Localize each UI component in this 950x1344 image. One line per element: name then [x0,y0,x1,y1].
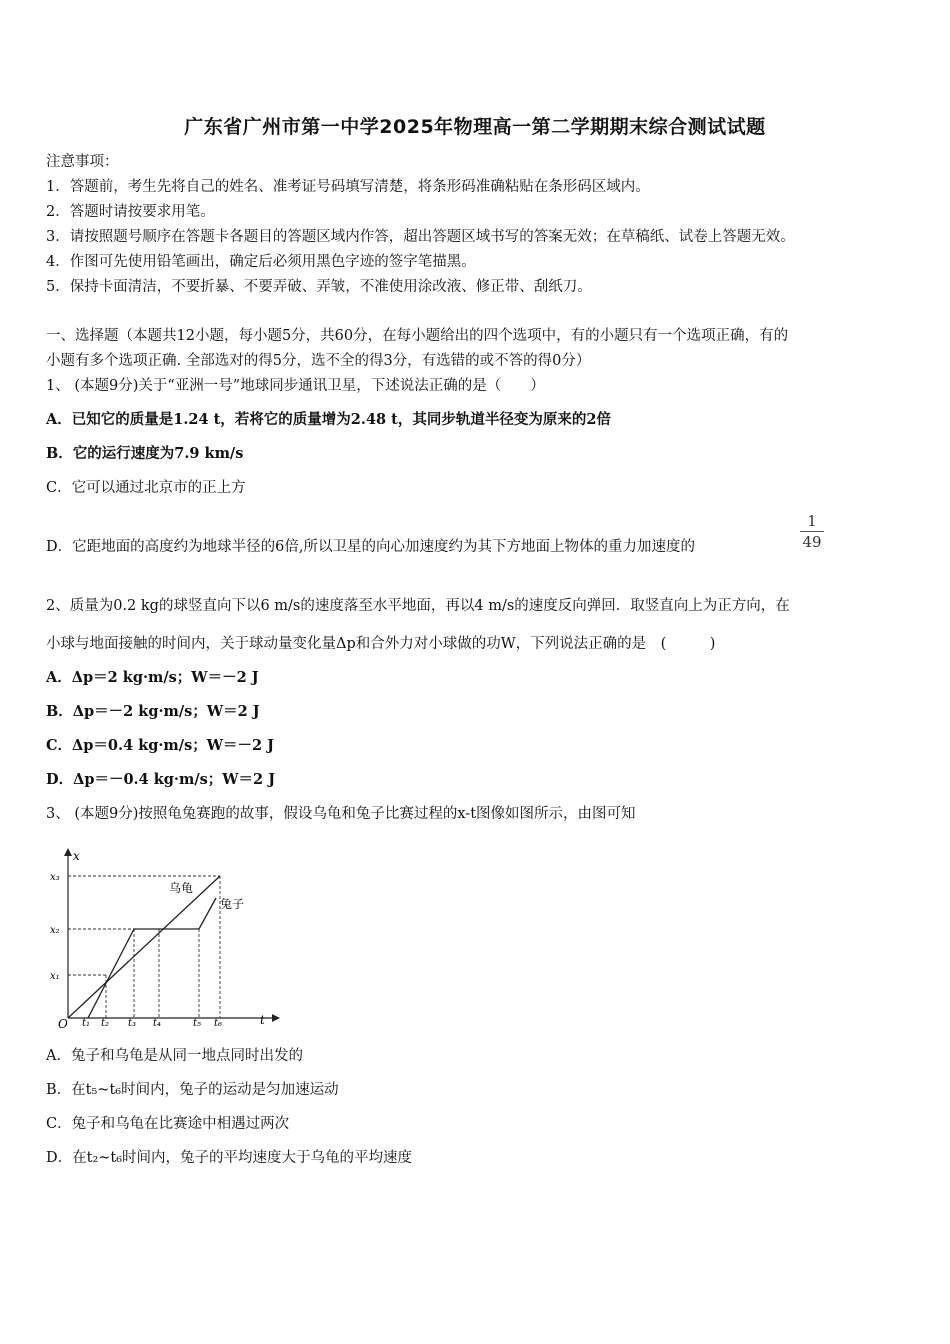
fraction-denominator: 49 [802,533,822,551]
q3-option-d: D．在t₂~t₆时间内，兔子的平均速度大于乌龟的平均速度 [46,1150,413,1166]
t-axis-arrow [272,1014,280,1022]
rabbit-label: 兔子 [220,897,245,911]
tick-x1: x₁ [50,971,60,982]
question-3-stem: 3、 (本题9分)按照龟兔赛跑的故事，假设乌龟和兔子比赛过程的x-t图像如图所示，由图可知 [46,806,636,822]
axis-t-label: t [260,1013,265,1027]
tick-t1: t₁ [82,1018,91,1029]
note-item: 3．请按照题号顺序在答题卡各题目的答题区域内作答，超出答题区域书写的答案无效；在草稿纸、试卷上答题无效。 [46,229,795,245]
note-item: 1．答题前，考生先将自己的姓名、准考证号码填写清楚，将条形码准确粘贴在条形码区域内。 [46,179,650,195]
fraction-numerator: 1 [807,512,817,530]
tick-x3: x₃ [50,872,60,883]
tick-x2: x₂ [50,925,60,936]
question-2-stem: 2、质量为0.2 kg的球竖直向下以6 m/s的速度落至水平地面，再以4 m/s的速度反向弹回．取竖直向上为正方向，在 [46,598,790,614]
question-1-stem: 1、 (本题9分)关于“亚洲一号”地球同步通讯卫星，下述说法正确的是（ ） [46,378,545,394]
tortoise-line [68,876,220,1018]
q3-option-c: C．兔子和乌龟在比赛途中相遇过两次 [46,1116,290,1132]
tick-t2: t₂ [101,1018,110,1029]
q2-option-a: A．Δp＝2 kg·m/s；W＝－2 J [46,669,259,686]
page-title: 广东省广州市第一中学2025年物理高一第二学期期末综合测试试题 [184,116,766,138]
origin-label: O [58,1017,68,1030]
question-2-stem-cont: 小球与地面接触的时间内，关于球动量变化量Δp和合外力对小球做的功W，下列说法正确的是 ( ) [46,636,716,652]
section-heading: 一、选择题（本题共12小题，每小题5分，共60分，在每小题给出的四个选项中，有的小题只有一个选项正确，有的 [46,328,789,344]
note-item: 2．答题时请按要求用笔。 [46,204,215,220]
q1-option-d: D．它距地面的高度约为地球半径的6倍,所以卫星的向心加速度约为其下方地面上物体的重力加速度的 [46,539,695,555]
note-item: 5．保持卡面清洁，不要折暴、不要弄破、弄皱，不准使用涂改液、修正带、刮纸刀。 [46,279,592,295]
tortoise-label: 乌龟 [169,881,194,895]
q1-option-c: C．它可以通过北京市的正上方 [46,480,246,496]
tick-t4: t₄ [153,1018,162,1029]
fraction-one-over-49 [800,512,824,551]
note-item: 4．作图可先使用铅笔画出，确定后必须用黑色字迹的签字笔描黑。 [46,254,476,270]
notes-heading: 注意事项： [46,154,119,170]
tick-t6: t₆ [214,1018,223,1029]
q1-option-b: B．它的运行速度为7.9 km/s [46,445,244,462]
q2-option-c: C．Δp＝0.4 kg·m/s；W＝－2 J [46,737,275,754]
q2-option-d: D．Δp＝－0.4 kg·m/s；W＝2 J [46,771,276,788]
q1-option-a: A．已知它的质量是1.24 t，若将它的质量增为2.48 t，其同步轨道半径变为原来的2倍 [46,411,611,428]
tick-t5: t₅ [193,1018,202,1029]
q3-option-b: B．在t₅~t₆时间内，兔子的运动是匀加速运动 [46,1082,339,1098]
rabbit-line [88,898,216,1018]
x-axis-arrow [64,848,72,856]
xt-graph [44,840,284,1030]
section-heading-cont: 小题有多个选项正确. 全部选对的得5分，选不全的得3分，有选错的或不答的得0分） [46,353,591,369]
tick-t3: t₃ [128,1018,137,1029]
axis-x-label: x [73,849,80,863]
q2-option-b: B．Δp＝－2 kg·m/s；W＝2 J [46,703,260,720]
q3-option-a: A．兔子和乌龟是从同一地点同时出发的 [46,1048,303,1064]
